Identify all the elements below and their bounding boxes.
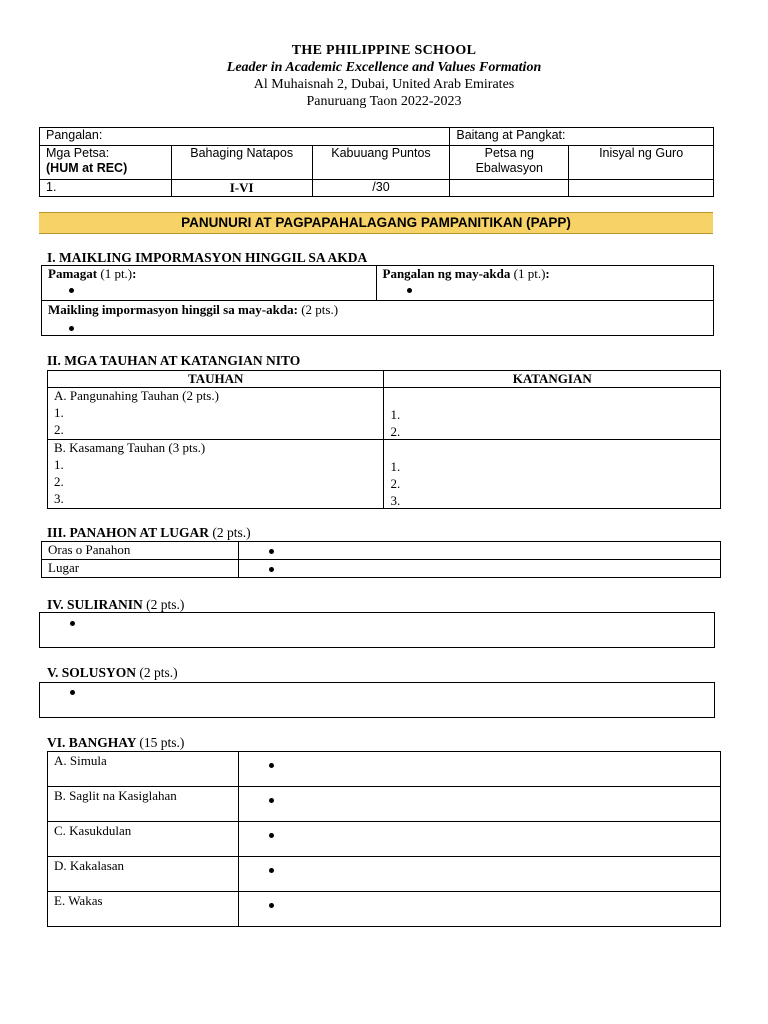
bullet-icon: [69, 326, 74, 331]
maikling-impormasyon-pts: (2 pts.): [301, 302, 339, 317]
petsa-ebalwasyon-header: [450, 146, 569, 180]
solusyon-box[interactable]: [39, 682, 715, 718]
bullet-icon: [407, 288, 412, 293]
school-year: Panuruang Taon 2022-2023: [306, 94, 462, 109]
pangunahing-tauhan-label: A. Pangunahing Tauhan (2 pts.): [54, 388, 219, 403]
pangalan-label: Pangalan:: [46, 128, 103, 142]
pangalan-may-akda-pts: (1 pt.): [513, 266, 546, 281]
lugar-cell[interactable]: [238, 560, 720, 578]
student-info-table: [39, 127, 714, 197]
pangalan-may-akda-cell[interactable]: [376, 266, 714, 301]
school-motto: Leader in Academic Excellence and Values Formation: [226, 60, 542, 75]
section-4-label: IV. SULIRANIN: [47, 597, 143, 612]
section-2-title: II. MGA TAUHAN AT KATANGIAN NITO: [47, 353, 301, 368]
bullet-icon: [269, 567, 274, 572]
baitang-field[interactable]: [450, 128, 714, 146]
banghay-wakas-cell[interactable]: [238, 892, 720, 927]
section-1-title: I. MAIKLING IMPORMASYON HINGGIL SA AKDA: [47, 250, 368, 265]
pamagat-cell[interactable]: [42, 266, 377, 301]
papp-banner: PANUNURI AT PAGPAPAHALAGANG PAMPANITIKAN (PAPP): [39, 212, 713, 234]
kasamang-tauhan-label: B. Kasamang Tauhan (3 pts.): [54, 440, 206, 455]
oras-panahon-cell[interactable]: [238, 542, 720, 560]
bullet-icon: [269, 833, 274, 838]
item-1: 1.: [54, 405, 64, 420]
pangunahing-katangian-cell[interactable]: [384, 388, 721, 440]
banghay-kasukdulan-label: C. Kasukdulan: [48, 822, 239, 857]
banghay-kasukdulan-cell[interactable]: [238, 822, 720, 857]
item-2: 2.: [390, 476, 401, 491]
katangian-header: KATANGIAN: [384, 371, 721, 388]
inisyal-guro-cell[interactable]: [569, 180, 714, 197]
banghay-wakas-label: E. Wakas: [48, 892, 239, 927]
tauhan-table: [47, 370, 721, 509]
section-5-title: [47, 665, 178, 681]
item-2: 2.: [54, 422, 64, 437]
section-6-pts: (15 pts.): [139, 735, 185, 750]
banghay-kakalasan-cell[interactable]: [238, 857, 720, 892]
maikling-impormasyon-cell[interactable]: [42, 301, 714, 336]
bahaging-natapos-cell: I-VI: [171, 180, 312, 197]
section-1-table: [41, 265, 714, 336]
kasamang-tauhan-cell[interactable]: [48, 440, 384, 509]
banghay-simula-cell[interactable]: [238, 752, 720, 787]
bullet-icon: [69, 288, 74, 293]
hum-rec-label: (HUM at REC): [46, 161, 128, 175]
section-3-label: III. PANAHON AT LUGAR: [47, 525, 210, 540]
petsa-ng-label: Petsa ng: [484, 146, 534, 160]
maikling-impormasyon-label: Maikling impormasyon hinggil sa may-akda:: [48, 302, 298, 317]
banghay-saglit-cell[interactable]: [238, 787, 720, 822]
pangunahing-tauhan-cell[interactable]: [48, 388, 384, 440]
section-5-pts: (2 pts.): [139, 665, 178, 680]
item-1: 1.: [390, 407, 401, 422]
section-5-label: V. SOLUSYON: [47, 665, 137, 680]
suliranin-box[interactable]: [39, 612, 715, 648]
oras-panahon-label: Oras o Panahon: [42, 542, 239, 560]
banghay-table: [47, 751, 721, 927]
bahaging-natapos-header: Bahaging Natapos: [171, 146, 312, 180]
section-6-title: [47, 735, 184, 751]
inisyal-guro-header: Inisyal ng Guro: [569, 146, 714, 180]
mga-petsa-header: [40, 146, 172, 180]
pamagat-colon: :: [132, 266, 137, 281]
kabuuang-puntos-header: Kabuuang Puntos: [312, 146, 450, 180]
bullet-icon: [70, 621, 75, 626]
item-2: 2.: [390, 424, 401, 439]
bullet-icon: [269, 868, 274, 873]
row-number-cell: 1.: [40, 180, 172, 197]
mga-petsa-label: Mga Petsa:: [46, 146, 110, 160]
pamagat-pts: (1 pt.): [100, 266, 133, 281]
item-3: 3.: [390, 493, 401, 508]
panahon-lugar-table: [41, 541, 721, 578]
pangalan-may-akda-label: Pangalan ng may-akda: [382, 266, 511, 281]
item-3: 3.: [54, 491, 64, 506]
pangalan-field[interactable]: [40, 128, 450, 146]
ebalwasyon-label: Ebalwasyon: [475, 161, 543, 175]
section-4-pts: (2 pts.): [146, 597, 185, 612]
kasamang-katangian-cell[interactable]: [384, 440, 721, 509]
bullet-icon: [269, 798, 274, 803]
section-3-title: [47, 525, 251, 541]
banghay-saglit-label: B. Saglit na Kasiglahan: [48, 787, 239, 822]
bullet-icon: [269, 763, 274, 768]
kabuuang-puntos-cell: /30: [312, 180, 450, 197]
banghay-kakalasan-label: D. Kakalasan: [48, 857, 239, 892]
lugar-label: Lugar: [42, 560, 239, 578]
item-1: 1.: [54, 457, 64, 472]
item-2: 2.: [54, 474, 64, 489]
school-address: Al Muhaisnah 2, Dubai, United Arab Emirates: [253, 77, 515, 92]
section-6-label: VI. BANGHAY: [47, 735, 137, 750]
bullet-icon: [269, 549, 274, 554]
section-4-title: [47, 597, 184, 613]
petsa-ebalwasyon-cell[interactable]: [450, 180, 569, 197]
banghay-simula-label: A. Simula: [48, 752, 239, 787]
pangalan-colon: :: [545, 266, 550, 281]
bullet-icon: [269, 903, 274, 908]
bullet-icon: [70, 690, 75, 695]
baitang-label: Baitang at Pangkat:: [456, 128, 566, 142]
item-1: 1.: [390, 459, 401, 474]
pamagat-label: Pamagat: [48, 266, 98, 281]
school-name: THE PHILIPPINE SCHOOL: [291, 43, 477, 58]
section-3-pts: (2 pts.): [212, 525, 251, 540]
tauhan-header: TAUHAN: [48, 371, 384, 388]
